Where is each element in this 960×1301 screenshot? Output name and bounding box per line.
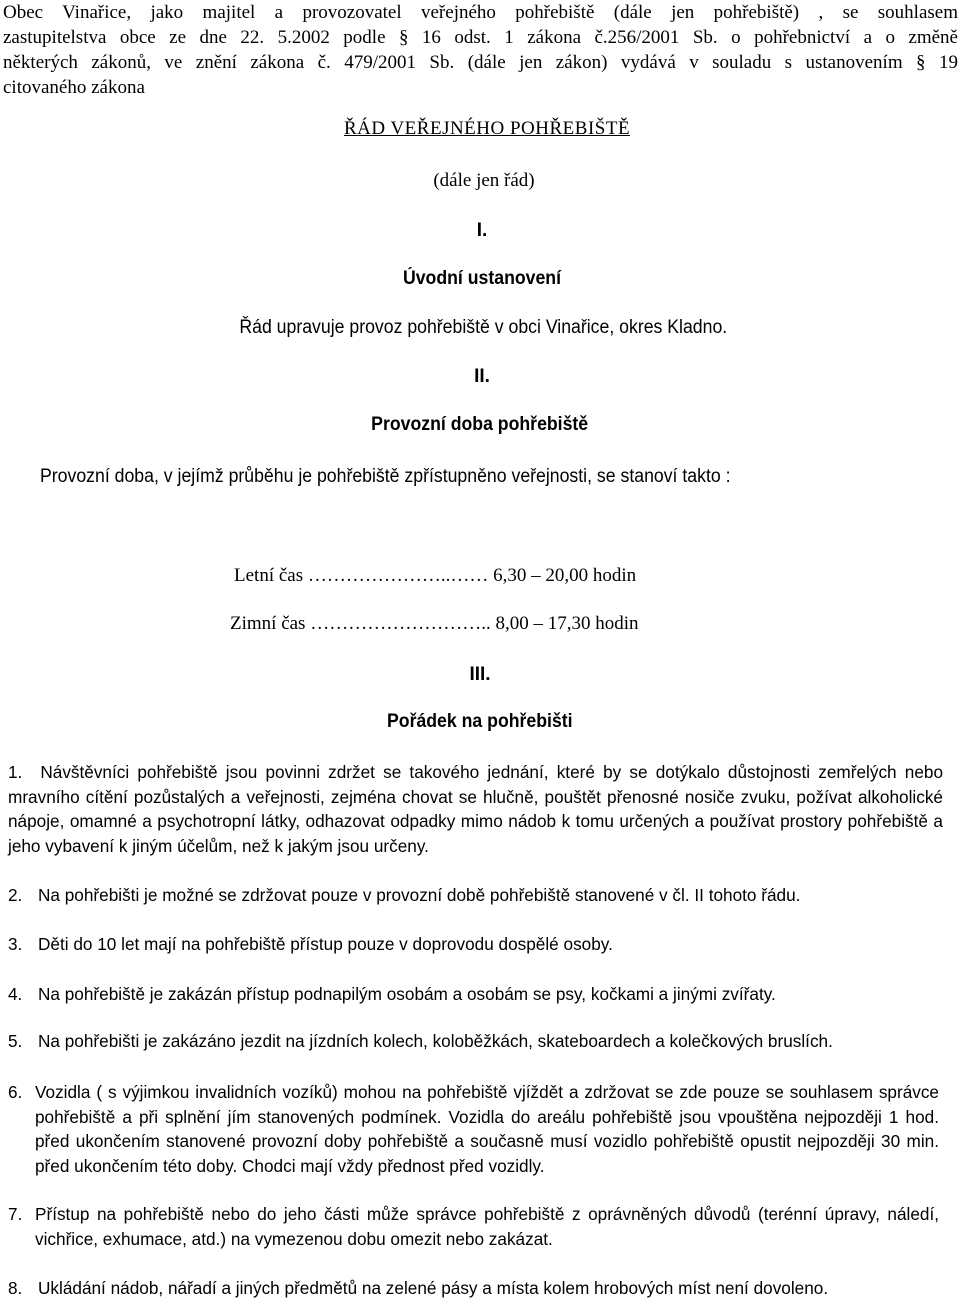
intro-line-1: Obec Vinařice, jako majitel a provozovatel veřejného pohřebiště (dále jen pohřebiště) , se souhlasem bbox=[3, 2, 958, 23]
hours-winter-dots: ………………………. bbox=[310, 613, 486, 634]
hours-winter-value: . 8,00 – 17,30 hodin bbox=[485, 613, 639, 634]
rule-8-text: Ukládání nádob, nářadí a jiných předmětů na zelené pásy a místa kolem hrobových míst není dovoleno. bbox=[38, 1278, 829, 1298]
hours-summer-label: Letní čas bbox=[234, 565, 308, 586]
section-1-number: I. bbox=[476, 220, 488, 241]
rule-6-text: Vozidla ( s výjimkou invalidních vozíků) mohou na pohřebiště vjíždět a zdržovat se zde pouze se souhlasem správce pohřebiště a při splnění jím stanovených podmínek. Vozidla do areálu pohřebiště jsou vpouštěna nejpozději 1 hod. před ukončením stanovené provozní doby pohřebiště a současně musí vozidlo pohřebiště opustit nejpozději 30 min. před ukončením této doby. Chodci mají vždy přednost před vozidly. bbox=[35, 1082, 939, 1176]
rule-4-text: Na pohřebiště je zakázán přístup podnapilým osobám a osobám se psy, kočkami a jinými zvířaty. bbox=[38, 984, 776, 1004]
rule-3-text: Děti do 10 let mají na pohřebiště přístup pouze v doprovodu dospělé osoby. bbox=[38, 934, 613, 954]
section-1-text-content: Řád upravuje provoz pohřebiště v obci Vinařice, okres Kladno. bbox=[239, 317, 727, 338]
rule-1 bbox=[8, 760, 943, 858]
rule-2-number: 2. bbox=[8, 885, 23, 905]
section-3-heading-text: Pořádek na pohřebišti bbox=[387, 711, 573, 732]
section-3-number: III. bbox=[469, 664, 491, 685]
rule-3-number: 3. bbox=[8, 934, 23, 954]
hours-summer-value: 6,30 – 20,00 hodin bbox=[488, 565, 637, 586]
intro-line-3: některých zákonů, ve znění zákona č. 479/2001 Sb. (dále jen zákon) vydává v souladu s ustanovením § 19 bbox=[3, 52, 958, 73]
document-title: ŘÁD VEŘEJNÉHO POHŘEBIŠTĚ bbox=[343, 118, 631, 139]
list-item bbox=[8, 760, 943, 860]
section-1-heading-text: Úvodní ustanovení bbox=[402, 268, 562, 289]
rule-2-text: Na pohřebišti je možné se zdržovat pouze v provozní době pohřebiště stanovené v čl. II tohoto řádu. bbox=[38, 885, 801, 905]
hours-summer-dots: …………………..…… bbox=[307, 565, 489, 586]
rule-6-number: 6. bbox=[8, 1082, 23, 1102]
rule-8-number: 8. bbox=[8, 1278, 23, 1298]
section-2-heading-text: Provozní doba pohřebiště bbox=[371, 414, 589, 435]
section-2-number: II. bbox=[474, 366, 490, 387]
intro-line-2: zastupitelstva obce ze dne 22. 5.2002 podle § 16 odst. 1 zákona č.256/2001 Sb. o pohřebnictví a o změně bbox=[3, 27, 958, 48]
rule-1-text: Návštěvníci pohřebiště jsou povinni zdržet se takového jednání, které by se dotýkalo důstojnosti zemřelých nebo mravního cítění pozůstalých a veřejnosti, zejména chovat se hlučně, pouštět přenosné nosiče zvuku, požívat alkoholické nápoje, omamné a psychotropní látky, odhazovat odpadky mimo nádob k tomu určených a používat prostory pohřebiště a jeho vybavení k jiným účelům, než k jakým jsou určeny. bbox=[8, 762, 943, 856]
intro-line-4: citovaného zákona bbox=[3, 77, 145, 98]
rule-5-number: 5. bbox=[8, 1031, 23, 1051]
rule-1-number: 1. bbox=[8, 762, 23, 782]
hours-winter-label: Zimní čas bbox=[230, 613, 311, 634]
rule-7-number: 7. bbox=[8, 1204, 23, 1224]
section-2-text-content: Provozní doba, v jejímž průběhu je pohřebiště zpřístupněno veřejnosti, se stanoví takto : bbox=[40, 466, 731, 487]
rule-7-text: Přístup na pohřebiště nebo do jeho části může správce pohřebiště z oprávněných důvodů (terénní úpravy, náledí, vichřice, exhumace, atd.) na vymezenou dobu omezit nebo zakázat. bbox=[35, 1204, 939, 1249]
rule-4-number: 4. bbox=[8, 984, 23, 1004]
rule-5-text: Na pohřebišti je zakázáno jezdit na jízdních kolech, koloběžkách, skateboardech a kolečkových bruslích. bbox=[38, 1031, 833, 1051]
document-subtitle: (dále jen řád) bbox=[433, 170, 535, 191]
